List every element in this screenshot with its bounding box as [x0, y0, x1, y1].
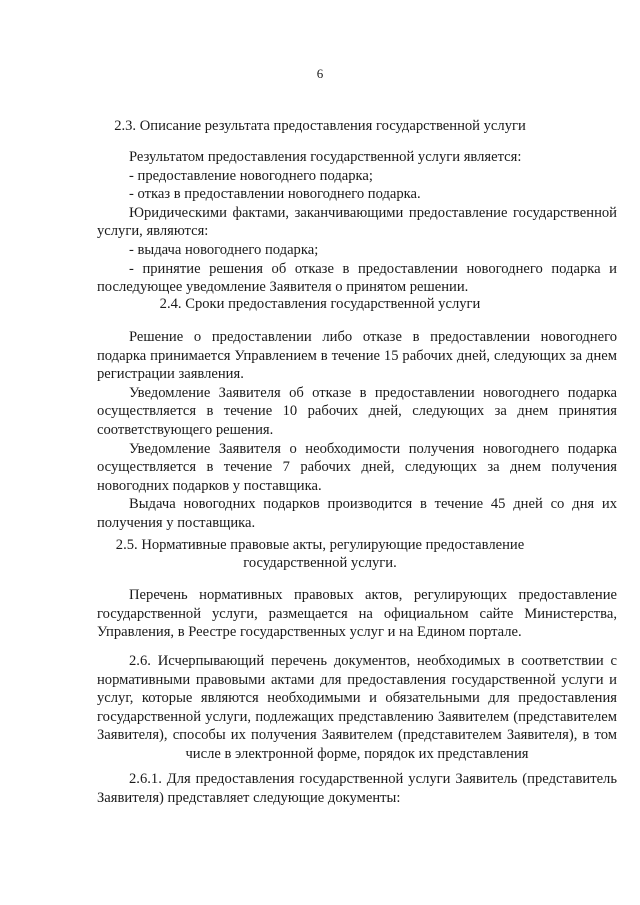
paragraph: Результатом предоставления государственной услуги является:: [129, 149, 522, 165]
paragraph: Уведомление Заявителя об отказе в предоставлении новогоднего подарка осуществляется в течение 10 рабочих дней, следующих за днем принятия соответствующего решения.: [97, 384, 617, 438]
section-2-4-heading: 2.4. Сроки предоставления государственной услуги: [159, 296, 481, 312]
paragraph: Уведомление Заявителя о необходимости получения новогоднего подарка осуществляется в течение 7 рабочих дней, следующих за днем получения новогодних подарков у поставщика.: [97, 440, 617, 494]
section-2-4-body: [97, 328, 617, 533]
paragraph: Решение о предоставлении либо отказе в предоставлении новогоднего подарка принимается Управлением в течение 15 рабочих дней, следующих за днем регистрации заявления.: [97, 329, 617, 383]
list-item: - отказ в предоставлении новогоднего подарка.: [129, 186, 421, 203]
page-number: 6: [316, 66, 324, 81]
paragraph: Юридическими фактами, заканчивающими предоставление государственной услуги, являются:: [97, 204, 617, 240]
section-2-3-body: [97, 148, 617, 297]
paragraph: Перечень нормативных правовых актов, регулирующих предоставление государственной услуги, размещается на официальном сайте Министерства, Управления, в Реестре государственных услуг и на Едином портале.: [97, 587, 617, 641]
list-item: - выдача новогоднего подарка;: [129, 241, 319, 258]
section-2-6-heading-block: [97, 652, 617, 764]
list-item: - предоставление новогоднего подарка;: [129, 167, 373, 184]
paragraph: Выдача новогодних подарков производится в течение 45 дней со дня их получения у поставщика.: [97, 496, 617, 531]
section-2-6-heading: 2.6. Исчерпывающий перечень документов, необходимых в соответствии с нормативными правовыми актами для предоставления государственной услуги и услуг, которые являются необходимыми и обязательными для предоставления государственной услуги, подлежащих представлению Заявителем (представителем Заявителя), способы их получения Заявителем (представителем Заявителя), в том числе в электронной форме, порядок их представления: [97, 653, 617, 762]
section-2-5-heading-line-1: 2.5. Нормативные правовые акты, регулирующие предоставление: [115, 537, 525, 553]
section-2-5-body: [97, 586, 617, 642]
section-2-5-heading-line-2: государственной услуги.: [243, 555, 397, 571]
section-2-3-heading: 2.3. Описание результата предоставления государственной услуги: [114, 118, 526, 134]
list-item: - принятие решения об отказе в предоставлении новогоднего подарка и последующее уведомление Заявителя о принятом решении.: [97, 260, 617, 296]
paragraph: 2.6.1. Для предоставления государственной услуги Заявитель (представитель Заявителя) представляет следующие документы:: [97, 771, 617, 806]
section-2-6-1-body: [97, 770, 617, 807]
